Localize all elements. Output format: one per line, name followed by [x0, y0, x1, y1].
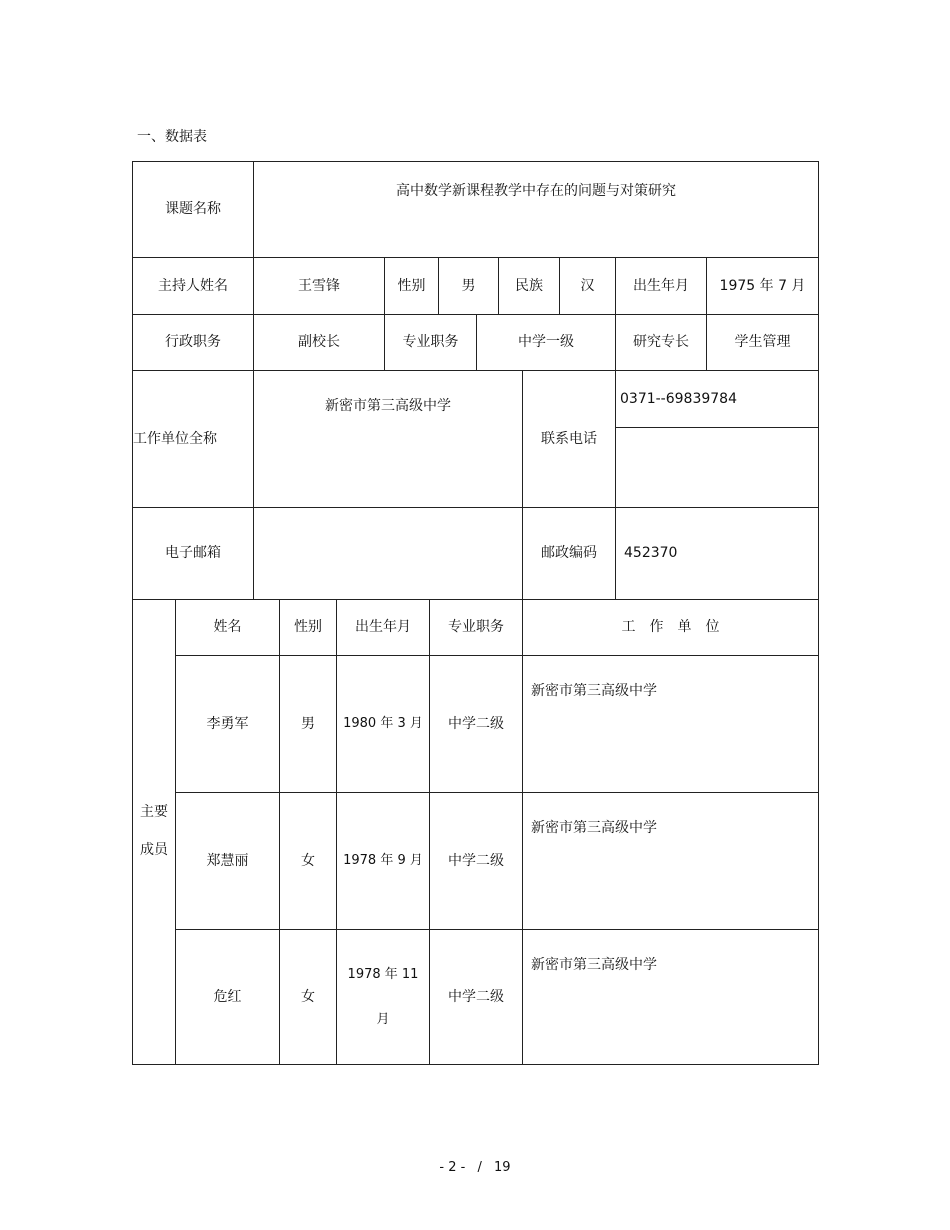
phone-value: 0371--69839784 [615, 370, 819, 428]
project-label: 课题名称 [132, 161, 254, 258]
org-label: 工作单位全称 [132, 370, 254, 508]
member-name: 郑慧丽 [175, 792, 280, 930]
phone-label: 联系电话 [522, 370, 616, 508]
host-name: 王雪锋 [253, 257, 385, 315]
member-gender: 女 [279, 792, 337, 930]
title-label: 专业职务 [384, 314, 477, 371]
member-name: 危红 [175, 929, 280, 1065]
org-value: 新密市第三高级中学 [253, 370, 523, 508]
specialty-value: 学生管理 [706, 314, 819, 371]
host-birth: 1975 年 7 月 [706, 257, 819, 315]
members-header-title: 专业职务 [429, 599, 523, 656]
zip-value: 452370 [615, 507, 819, 600]
member-birth: 1980 年 3 月 [336, 655, 430, 793]
member-name: 李勇军 [175, 655, 280, 793]
page-number: - 2 - [439, 1160, 466, 1175]
zip-label: 邮政编码 [522, 507, 616, 600]
member-unit: 新密市第三高级中学 [522, 929, 819, 1065]
member-title: 中学二级 [429, 655, 523, 793]
host-birth-label: 出生年月 [615, 257, 707, 315]
member-gender: 男 [279, 655, 337, 793]
data-table [132, 161, 819, 1065]
page-total: 19 [494, 1160, 511, 1175]
member-birth [336, 929, 430, 1065]
page-separator: / [477, 1160, 482, 1175]
host-name-label: 主持人姓名 [132, 257, 254, 315]
admin-value: 副校长 [253, 314, 385, 371]
members-header-unit: 工 作 单 位 [522, 599, 819, 656]
project-value: 高中数学新课程教学中存在的问题与对策研究 [253, 161, 819, 258]
host-gender-label: 性别 [384, 257, 439, 315]
member-birth-line-2: 月 [376, 1012, 390, 1027]
member-title: 中学二级 [429, 792, 523, 930]
host-ethnicity-label: 民族 [498, 257, 560, 315]
member-gender: 女 [279, 929, 337, 1065]
host-ethnicity: 汉 [559, 257, 616, 315]
member-unit: 新密市第三高级中学 [522, 792, 819, 930]
email-value [253, 507, 523, 600]
specialty-label: 研究专长 [615, 314, 707, 371]
title-value: 中学一级 [476, 314, 616, 371]
phone-value-2 [615, 427, 819, 508]
members-header-birth: 出生年月 [336, 599, 430, 656]
members-side-label-1: 主要 [140, 804, 168, 821]
member-unit: 新密市第三高级中学 [522, 655, 819, 793]
admin-label: 行政职务 [132, 314, 254, 371]
member-birth: 1978 年 9 月 [336, 792, 430, 930]
member-title: 中学二级 [429, 929, 523, 1065]
members-side-label-2: 成员 [140, 842, 168, 858]
member-birth-line-1: 1978 年 11 [347, 966, 419, 982]
members-header-name: 姓名 [175, 599, 280, 656]
page-heading: 一、数据表 [137, 129, 207, 145]
host-gender: 男 [438, 257, 499, 315]
email-label: 电子邮箱 [132, 507, 254, 600]
members-side-label [132, 599, 176, 1065]
page-footer [0, 1160, 950, 1175]
members-header-gender: 性别 [279, 599, 337, 656]
